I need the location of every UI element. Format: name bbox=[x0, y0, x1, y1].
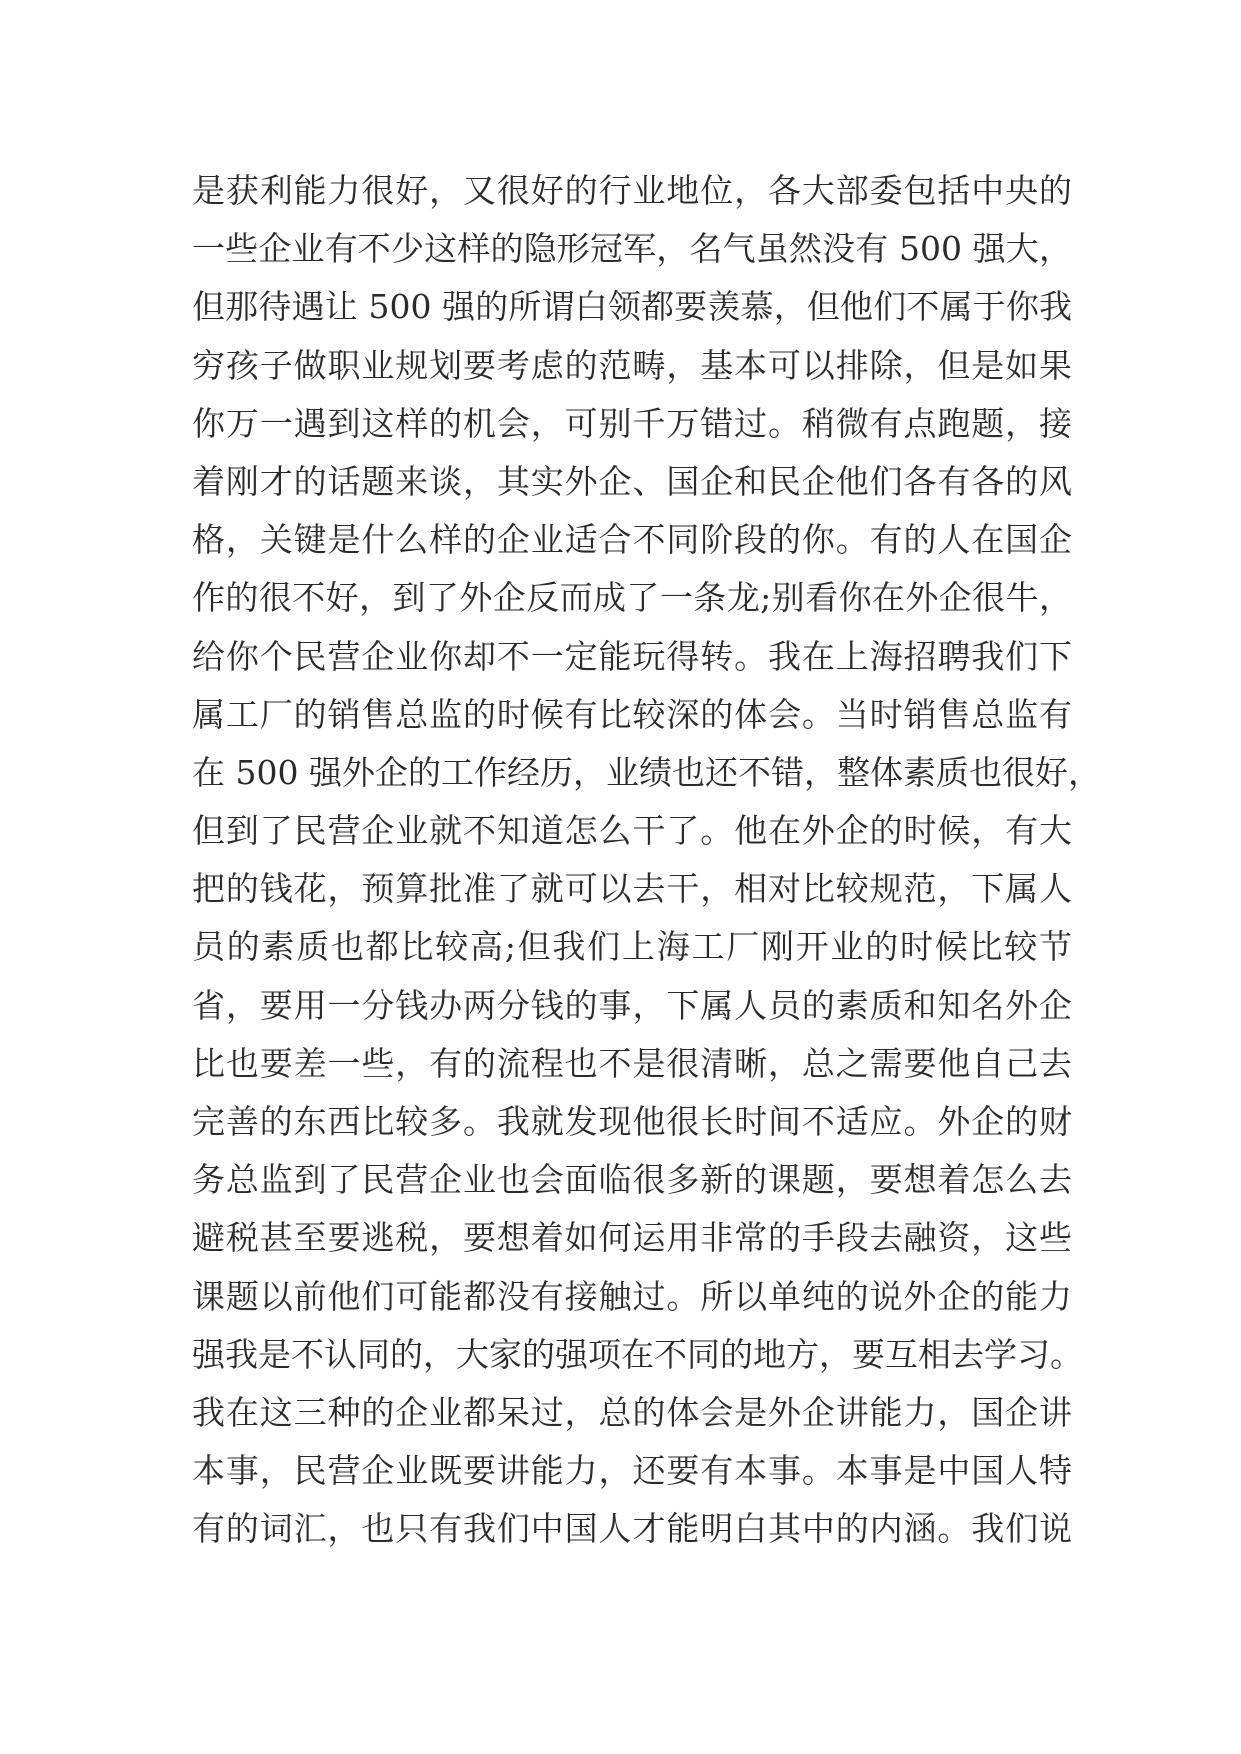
text-line: 属工厂的销售总监的时候有比较深的体会。当时销售总监有 bbox=[192, 694, 1072, 734]
text-line: 但到了民营企业就不知道怎么干了。他在外企的时候，有大 bbox=[192, 811, 1072, 851]
text-line: 省，要用一分钱办两分钱的事，下属人员的素质和知名外企 bbox=[192, 985, 1072, 1025]
text-line: 你万一遇到这样的机会，可别千万错过。稍微有点跑题，接 bbox=[192, 403, 1072, 443]
text-line: 一些企业有不少这样的隐形冠军，名气虽然没有 500 强大， bbox=[192, 229, 1072, 269]
text-line: 员的素质也都比较高;但我们上海工厂刚开业的时候比较节 bbox=[192, 927, 1072, 967]
text-line: 务总监到了民营企业也会面临很多新的课题，要想着怎么去 bbox=[192, 1160, 1072, 1200]
text-line: 给你个民营企业你却不一定能玩得转。我在上海招聘我们下 bbox=[192, 636, 1072, 676]
text-line: 在 500 强外企的工作经历，业绩也还不错，整体素质也很好， bbox=[192, 752, 1101, 792]
text-line: 穷孩子做职业规划要考虑的范畴，基本可以排除，但是如果 bbox=[192, 345, 1072, 385]
text-line: 避税甚至要逃税，要想着如何运用非常的手段去融资，这些 bbox=[192, 1218, 1072, 1258]
text-line: 格，关键是什么样的企业适合不同阶段的你。有的人在国企 bbox=[192, 520, 1072, 560]
text-line: 完善的东西比较多。我就发现他很长时间不适应。外企的财 bbox=[192, 1102, 1072, 1141]
text-line: 本事，民营企业既要讲能力，还要有本事。本事是中国人特 bbox=[192, 1451, 1072, 1491]
text-line: 比也要差一些，有的流程也不是很清晰，总之需要他自己去 bbox=[192, 1043, 1072, 1083]
text-line: 是获利能力很好，又很好的行业地位，各大部委包括中央的 bbox=[192, 171, 1072, 210]
text-line: 但那待遇让 500 强的所谓白领都要羡慕，但他们不属于你我 bbox=[192, 287, 1072, 327]
text-line: 课题以前他们可能都没有接触过。所以单纯的说外企的能力 bbox=[192, 1276, 1072, 1316]
text-line: 我在这三种的企业都呆过，总的体会是外企讲能力，国企讲 bbox=[192, 1392, 1072, 1432]
text-line: 强我是不认同的，大家的强项在不同的地方，要互相去学习。 bbox=[192, 1334, 1083, 1374]
text-line: 把的钱花，预算批准了就可以去干，相对比较规范，下属人 bbox=[192, 869, 1072, 909]
text-line: 着刚才的话题来谈，其实外企、国企和民企他们各有各的风 bbox=[192, 461, 1072, 501]
body-paragraph bbox=[192, 162, 1101, 1559]
text-line: 作的很不好，到了外企反而成了一条龙;别看你在外企很牛， bbox=[192, 578, 1072, 618]
text-line: 有的词汇，也只有我们中国人才能明白其中的内涵。我们说 bbox=[192, 1509, 1072, 1549]
